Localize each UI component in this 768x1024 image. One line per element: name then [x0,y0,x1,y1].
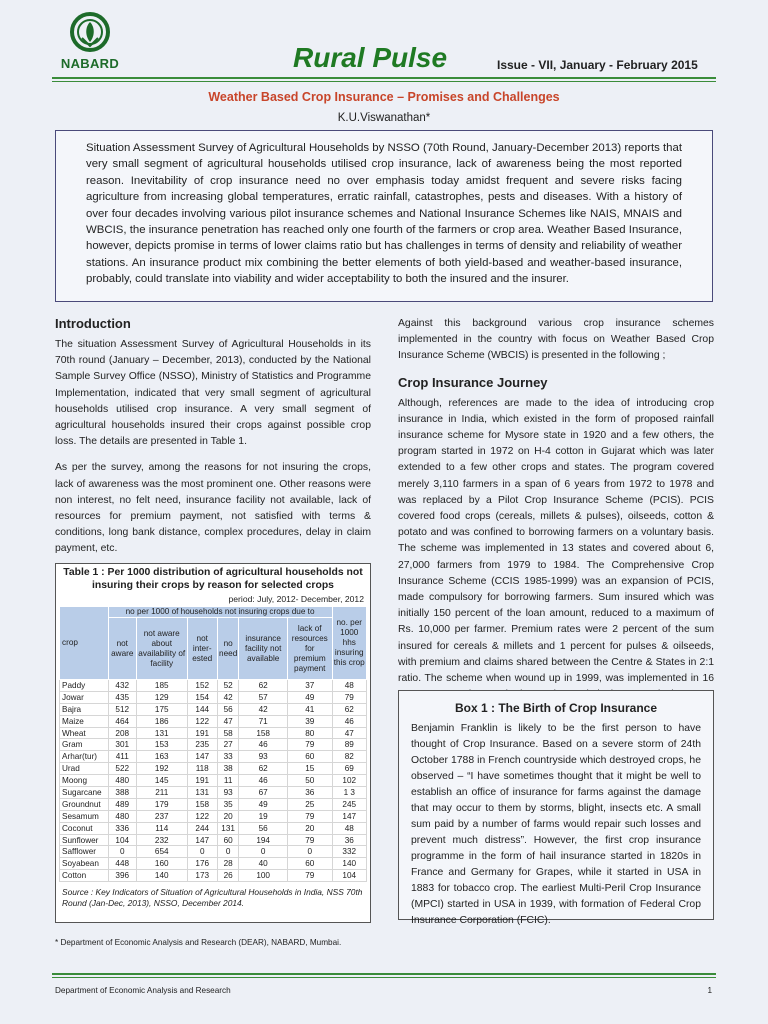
table-cell: 79 [287,870,332,882]
table-cell: 131 [217,822,238,834]
table-cell: 62 [332,703,366,715]
table-cell: 237 [136,810,187,822]
table-cell: 131 [187,787,217,799]
col-header-not-interested: not inter-ested [187,618,217,680]
table-cell-crop: Gram [60,739,109,751]
table-row [60,846,367,858]
table-cell: 235 [187,739,217,751]
table-cell: 62 [239,680,288,692]
table-cell: 104 [108,834,136,846]
header-divider [52,77,716,82]
table-cell: 448 [108,858,136,870]
table-cell: 48 [332,680,366,692]
table-cell: 100 [239,870,288,882]
table-cell: 20 [287,822,332,834]
table-cell: 11 [217,775,238,787]
table-cell: 464 [108,715,136,727]
table-cell: 47 [217,715,238,727]
issue-label: Issue - VII, January - February 2015 [497,58,698,72]
table-cell: 147 [187,751,217,763]
table-cell: 144 [187,703,217,715]
table-cell-crop: Soyabean [60,858,109,870]
table-cell: 20 [217,810,238,822]
table-row [60,691,367,703]
footer-department: Department of Economic Analysis and Research [55,986,231,995]
table-cell: 80 [287,727,332,739]
table-cell: 179 [136,798,187,810]
table-cell-crop: Moong [60,775,109,787]
table-cell: 186 [136,715,187,727]
table-cell: 147 [332,810,366,822]
table-cell: 176 [187,858,217,870]
journey-heading: Crop Insurance Journey [398,374,548,390]
table-cell: 173 [187,870,217,882]
table-cell-crop: Jowar [60,691,109,703]
nabard-emblem-icon [68,12,112,54]
table-cell: 654 [136,846,187,858]
table-cell: 131 [136,727,187,739]
table-cell: 19 [239,810,288,822]
table-cell: 36 [332,834,366,846]
table-cell: 0 [108,846,136,858]
table-row [60,703,367,715]
table-cell: 79 [332,691,366,703]
page-number: 1 [707,986,712,995]
table-row [60,775,367,787]
box-1 [398,690,714,926]
table-cell-crop: Maize [60,715,109,727]
table-cell: 140 [332,858,366,870]
table-row [60,810,367,822]
table-cell: 60 [287,858,332,870]
table-source: Source : Key Indicators of Situation of Agricultural Households in India, NSS 70th Round (Jan-Dec, 2013), NSSO, December 2014. [62,887,363,909]
col-header-insurance-not-available: insurance facility not available [239,618,288,680]
table-cell: 33 [217,751,238,763]
table-row [60,751,367,763]
col-header-no-need: no need [217,618,238,680]
table-row [60,715,367,727]
box-1-title: Box 1 : The Birth of Crop Insurance [454,701,658,715]
table-cell: 35 [217,798,238,810]
table-cell: 89 [332,739,366,751]
table-cell: 15 [287,763,332,775]
table-cell: 129 [136,691,187,703]
table-cell: 145 [136,775,187,787]
table-cell: 153 [136,739,187,751]
table-cell: 49 [239,798,288,810]
table-period: period: July, 2012- December, 2012 [228,594,364,604]
table-cell: 435 [108,691,136,703]
table-cell: 82 [332,751,366,763]
table-cell: 79 [287,834,332,846]
table-cell: 93 [217,787,238,799]
table-cell: 67 [239,787,288,799]
nabard-logo [50,12,130,71]
table-cell: 160 [136,858,187,870]
table-cell: 1 3 [332,787,366,799]
table-cell: 411 [108,751,136,763]
table-cell: 46 [239,775,288,787]
table-cell: 232 [136,834,187,846]
table-cell: 37 [287,680,332,692]
table-cell: 57 [239,691,288,703]
table-data [59,606,367,882]
table-cell: 79 [287,810,332,822]
table-cell: 41 [287,703,332,715]
table-cell: 102 [332,775,366,787]
table-cell: 194 [239,834,288,846]
table-cell: 39 [287,715,332,727]
table-cell-crop: Safflower [60,846,109,858]
journey-paragraph: Although, references are made to the idea of introducing crop insurance in India, which existed in the form of proposed rainfall insurance scheme for Mysore state in 1920 and a few others, the program started in 1972 on H-4 cotton in Gujarat which was later extended to a few other crops and states. The program covered merely 3,110 farmers in a span of 6 years from 1972 to 1978 and was replaced by a Pilot Crop Insurance Scheme (PCIS). PCIS covered food crops (cereals, millets & pulses), oilseeds, cotton & potato and was confined to borrowing farmers on a voluntary basis. The scheme was implemented in 13 states and covered about 6, 27,000 farmers from 1979 to 1984. The Comprehensive Crop Insurance Scheme (CCIS 1985-1999) was an expansion of PCIS, made compulsory for borrowing farmers. Sum insured which was initially 150 percent of the loan amount, reduced to a maximum of Rs. 10,000 per farmer. Premium rates were 2 percent of the sum insured for cereals & millets and 1 percent for pulses & oilseeds, with premium and claims shared between the Centre & States in 2:1 ratio. The scheme when wound up in 1999, was implemented in 16 [398,397,714,685]
table-row [60,787,367,799]
table-cell: 42 [239,703,288,715]
table-cell: 47 [332,727,366,739]
table-cell: 191 [187,727,217,739]
table-cell: 489 [108,798,136,810]
table-cell: 158 [187,798,217,810]
table-cell: 26 [217,870,238,882]
introduction-paragraph-2: As per the survey, among the reasons for not insuring the crops, lack of awareness was the most prominent one. Other reasons were non interest, no felt need, insurance facility not available, lack of resources for premium payment, not satisfied with terms & conditions, long bank distance, complex procedures, delay in claim payment, etc. [55,462,371,555]
table-cell: 60 [217,834,238,846]
table-cell: 336 [108,822,136,834]
table-cell: 62 [239,763,288,775]
table-cell: 69 [332,763,366,775]
col-header-insuring: no. per 1000 hhs insuring this crop [332,607,366,680]
introduction-paragraph-1: The situation Assessment Survey of Agricultural Households in its 70th round (January – December, 2013), conducted by the National Sample Survey Office (NSSO), Ministry of Statistics and Programme Implementation, indicated that very small segment of agricultural households utilised crop insurance. A very small segment of agricultural households insured their crops against possible crop loss. The details are presented in Table 1. [55,339,371,448]
table-cell: 512 [108,703,136,715]
table-cell: 301 [108,739,136,751]
col-header-not-aware-availability: not aware about availability of facility [136,618,187,680]
table-cell-crop: Bajra [60,703,109,715]
table-cell: 208 [108,727,136,739]
table-cell: 42 [217,691,238,703]
right-column [398,316,714,720]
footer-divider [52,973,716,978]
col-header-crop: crop [60,607,109,680]
table-cell: 211 [136,787,187,799]
table-cell: 140 [136,870,187,882]
table-row [60,680,367,692]
table-cell-crop: Paddy [60,680,109,692]
table-cell: 104 [332,870,366,882]
table-cell: 79 [287,739,332,751]
table-cell: 0 [287,846,332,858]
table-cell: 158 [239,727,288,739]
table-cell: 118 [187,763,217,775]
table-cell: 0 [239,846,288,858]
table-cell-crop: Sunflower [60,834,109,846]
table-cell-crop: Arhar(tur) [60,751,109,763]
table-cell: 244 [187,822,217,834]
table-cell: 60 [287,751,332,763]
table-cell-crop: Sugarcane [60,787,109,799]
table-row [60,727,367,739]
table-cell: 46 [239,739,288,751]
table-cell: 71 [239,715,288,727]
table-cell: 46 [332,715,366,727]
table-row [60,798,367,810]
table-row [60,739,367,751]
table-cell: 147 [187,834,217,846]
table-cell: 480 [108,810,136,822]
table-cell: 36 [287,787,332,799]
table-cell: 185 [136,680,187,692]
table-1 [55,563,371,923]
background-paragraph: Against this background various crop insurance schemes implemented in the country with focus on Weather Based Crop Insurance Scheme (WBCIS) is presented in the following ; [398,318,714,362]
table-cell: 245 [332,798,366,810]
table-cell: 48 [332,822,366,834]
col-header-not-aware: not aware [108,618,136,680]
table-row [60,870,367,882]
table-cell-crop: Wheat [60,727,109,739]
table-cell: 52 [217,680,238,692]
table-cell: 432 [108,680,136,692]
table-row [60,834,367,846]
left-column [55,316,371,558]
footnote: * Department of Economic Analysis and Research (DEAR), NABARD, Mumbai. [55,938,342,947]
table-cell: 40 [239,858,288,870]
table-cell: 0 [217,846,238,858]
table-cell: 27 [217,739,238,751]
table-cell: 38 [217,763,238,775]
table-cell: 0 [187,846,217,858]
abstract-box: Situation Assessment Survey of Agricultural Households by NSSO (70th Round, January-December 2013) reports that very small segment of agricultural households utilised crop insurance, lack of awareness being the most reported reason. Inevitability of crop insurance need no over emphasis today amidst frequent and severe risks facing agriculture from increasing global temperatures, erratic rainfall, catastrophes, pests and diseases. With a history of over four decades involving various pilot insurance schemes and National Insurance Schemes like NAIS, MNAIS and WBCIS, the insurance penetration has reached only one fourth of the farmers or crop area. Weather Based Insurance, however, depicts promise in terms of lower claims ratio but has challenges in terms of density and reliability of weather stations. An insurance product mix combining the better elements of both yield-based and weather-based insurance, probably, could translate into viability and wider acceptability to both the insured and the insurer. [55,130,713,302]
table-cell: 175 [136,703,187,715]
table-row [60,763,367,775]
magazine-title: Rural Pulse [293,42,448,73]
author: K.U.Viswanathan* [337,112,431,124]
table-row [60,822,367,834]
table-cell: 122 [187,810,217,822]
table-cell: 25 [287,798,332,810]
table-cell: 28 [217,858,238,870]
table-cell: 56 [217,703,238,715]
group-header: no per 1000 of households not insuring crops due to [108,607,332,618]
logo-text: NABARD [60,56,120,71]
table-cell: 332 [332,846,366,858]
table-row [60,858,367,870]
table-cell: 154 [187,691,217,703]
table-cell: 191 [187,775,217,787]
table-cell-crop: Groundnut [60,798,109,810]
table-cell: 388 [108,787,136,799]
table-cell-crop: Coconut [60,822,109,834]
article-title: Weather Based Crop Insurance – Promises and Challenges [208,90,560,104]
introduction-heading: Introduction [55,316,131,331]
table-cell: 522 [108,763,136,775]
table-cell: 93 [239,751,288,763]
table-cell: 163 [136,751,187,763]
box-1-text: Benjamin Franklin is likely to be the first person to have thought of Crop Insurance. Based on a severe storm of 24th October 1788 in French countryside which destroyed crops, he observed – “I have sometimes thought that it might be well to establish an office of insurance for farms against the damage that may occur to them by storms, blight, insects etc. A small sum paid by a number of farms would repair such losses and prevent much distress”. However, the first crop insurance programme in the form of hail insurance started in 1820s in France and Germany for Grapes, while it started in USA in 1883 for tobacco crop. The earliest Multi-Peril Crop Insurance (MPCI) started in USA in 1939, with formation of Federal Crop Insurance Corporation (FCIC). [411,723,701,926]
table-cell: 192 [136,763,187,775]
table-cell: 152 [187,680,217,692]
table-cell: 50 [287,775,332,787]
table-title: Table 1 : Per 1000 distribution of agricultural households not insuring their crops by reason for selected crops [63,567,363,591]
table-cell: 58 [217,727,238,739]
table-cell: 396 [108,870,136,882]
table-cell: 49 [287,691,332,703]
table-cell: 114 [136,822,187,834]
table-cell: 56 [239,822,288,834]
col-header-lack-of-resources: lack of resources for premium payment [287,618,332,680]
table-cell-crop: Cotton [60,870,109,882]
table-cell-crop: Sesamum [60,810,109,822]
table-cell: 480 [108,775,136,787]
table-cell: 122 [187,715,217,727]
table-cell-crop: Urad [60,763,109,775]
